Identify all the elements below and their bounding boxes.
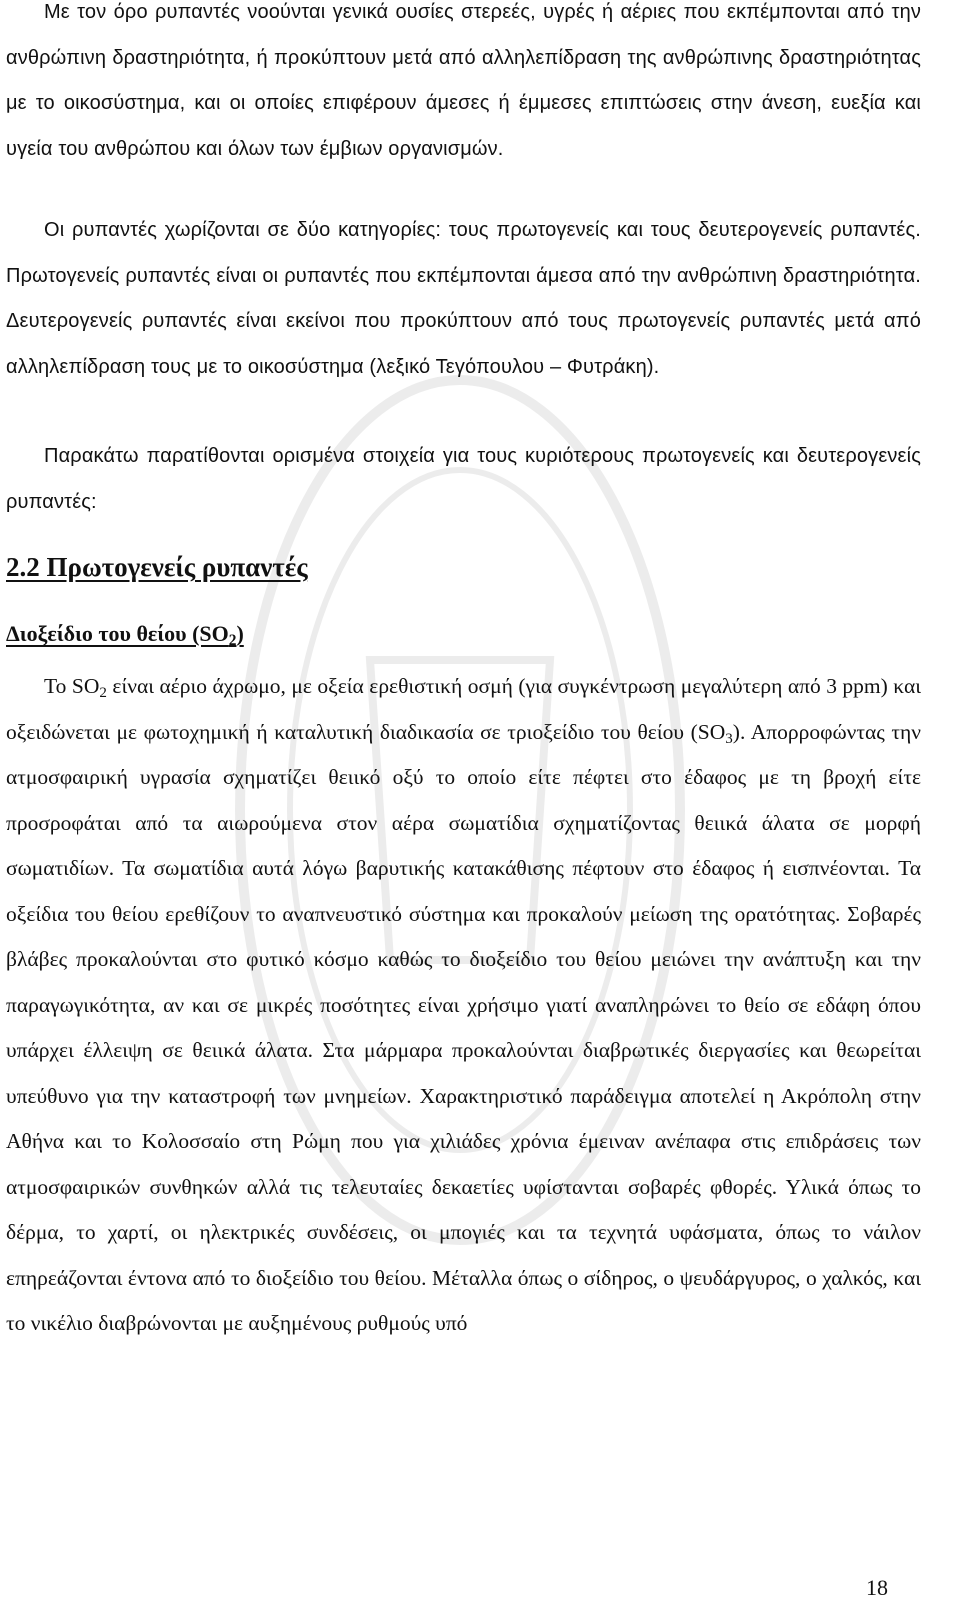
subheading-subscript: 2: [228, 631, 237, 649]
so2-subscript: 2: [99, 684, 107, 701]
subheading-suffix: ): [236, 621, 244, 646]
paragraph-text-part-1: Το SO: [44, 674, 100, 698]
overview-paragraph: Παρακάτω παρατίθονται ορισμένα στοιχεία για τους κυριότερους πρωτογενείς και δευτερογενείς ρυπαντές:: [6, 445, 921, 513]
pollutant-categories-paragraph: Οι ρυπαντές χωρίζονται σε δύο κατηγορίες: τους πρωτογενείς και τους δευτερογενείς ρυπαντές. Πρωτογενείς ρυπαντές είναι οι ρυπαντές που εκπέμπονται άμεσα από την ανθρώπινη δραστηριότητα. Δευτερογενείς ρυπαντές είναι εκείνοι που προκύπτουν από τους πρωτογενείς ρυπαντές μετά από αλληλεπίδραση τους με το οικοσύστημα (λεξικό Τεγόπουλου – Φυτράκη).: [6, 219, 921, 378]
section-heading: 2.2 Πρωτογενείς ρυπαντές: [6, 552, 308, 582]
intro-paragraph: Με τον όρο ρυπαντές νοούνται γενικά ουσίες στερεές, υγρές ή αέριες που εκπέμπονται από την ανθρώπινη δραστηριότητα, ή προκύπτουν μετά από αλληλεπίδραση της ανθρώπινης δραστηριότητας με το οικοσύστημα, και οι οποίες επιφέρουν άμεσες ή έμμεσες επιπτώσεις στην άνεση, ευεξία και υγεία του ανθρώπου και όλων των έμβιων οργανισμών.: [6, 1, 921, 160]
paragraph-text-part-2: είναι αέριο άχρωμο, με οξεία ερεθιστική οσμή (για συγκέντρωση μεγαλύτερη από 3 ppm) και οξειδώνεται με φωτοχημική ή καταλυτική διαδικασία σε τριοξείδιο του θείου (SO: [6, 674, 921, 744]
so3-subscript: 3: [725, 730, 733, 747]
paragraph-text-part-3: ). Απορροφώντας την ατμοσφαιρική υγρασία σχηματίζει θειικό οξύ το οποίο είτε πέφτει στο έδαφος με τη βροχή είτε προσροφάται από τα αιωρούμενα στον αέρα σωματίδια σχηματίζοντας θειικά άλατα σε μορφή σωματιδίων. Τα σωματίδια αυτά λόγω βαρυτικής κατακάθισης πέφτουν στο έδαφος ή εισπνέονται. Τα οξείδια του θείου ερεθίζουν το αναπνευστικό σύστημα και προκαλούν μείωση της ορατότητας. Σοβαρές βλάβες προκαλούνται στο φυτικό κόσμο καθώς το διοξείδιο του θείου μειώνει την ανάπτυξη και την παραγωγικότητα, αν και σε μικρές ποσότητες είναι χρήσιμο γιατί αναπληρώνει το θείο σε εδάφη όπου υπάρχει έλλειψη σε θειικά άλατα. Στα μάρμαρα προκαλούνται διαβρωτικές διεργασίες και θεωρείται υπεύθυνο για την καταστροφή των μνημείων. Χαρακτηριστικό παράδειγμα αποτελεί η Ακρόπολη στην Αθήνα και το Κολοσσαίο στη Ρώμη που για χιλιάδες χρόνια έμειναν ανέπαφα στις επιδράσεις των ατμοσφαιρικών συνθηκών αλλά τις τελευταίες δεκαετίες υφίστανται σοβαρές φθορές. Υλικά όπως το δέρμα, το χαρτί, οι ηλεκτρικές συνδέσεις, οι μπογιές και τα τεχνητά υφάσματα, όπως το νάιλον επηρεάζονται έντονα από το διοξείδιο του θείου. Μέταλλα όπως ο σίδηρος, ο ψευδάργυρος, ο χαλκός, και το νικέλιο διαβρώνονται με αυξημένους ρυθμούς υπό: [6, 719, 921, 1335]
sulfur-dioxide-heading: [6, 621, 244, 647]
page-number: 18: [866, 1575, 888, 1600]
subheading-text: Διοξείδιο του θείου (SO: [6, 621, 229, 646]
sulfur-dioxide-paragraph: [6, 664, 921, 1347]
